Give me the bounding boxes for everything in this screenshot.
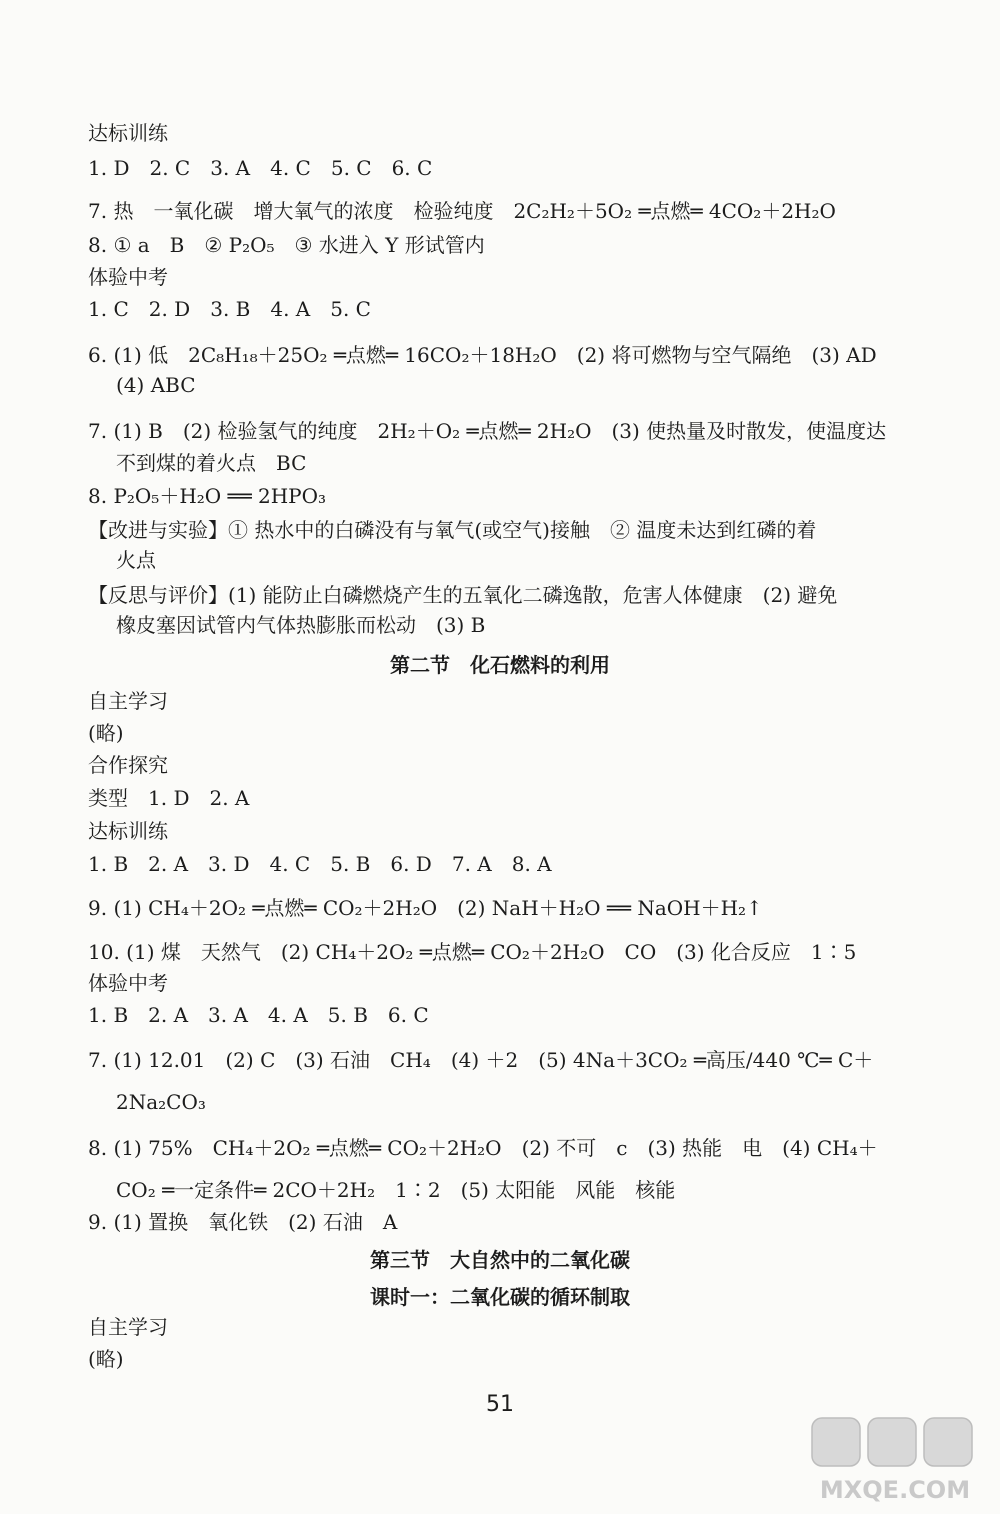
text-line: 1. D 2. C 3. A 4. C 5. C 6. C: [88, 156, 433, 180]
text-line: 7. 热 一氧化碳 增大氧气的浓度 检验纯度 2C₂H₂＋5O₂ ═点燃═ 4CO₂＋2H₂O: [88, 199, 836, 223]
text-line: 8. P₂O₅＋H₂O ══ 2HPO₃: [88, 484, 327, 508]
text-line: 8. ① a B ② P₂O₅ ③ 水进入 Y 形试管内: [88, 233, 485, 257]
text-line: (略): [88, 1347, 124, 1371]
text-line: (4) ABC: [116, 373, 196, 397]
text-line: 合作探究: [88, 753, 168, 777]
text-line: (略): [88, 721, 124, 745]
text-line: 2Na₂CO₃: [116, 1090, 206, 1114]
text-line: 10. (1) 煤 天然气 (2) CH₄＋2O₂ ═点燃═ CO₂＋2H₂O CO (3) 化合反应 1∶5: [88, 940, 857, 964]
svg-text:MXQE.COM: MXQE.COM: [819, 1476, 971, 1504]
text-line: 自主学习: [88, 1315, 168, 1339]
page-number: 51: [486, 1392, 514, 1417]
text-line: 【反思与评价】(1) 能防止白磷燃烧产生的五氧化二磷逸散，危害人体健康 (2) 避免: [88, 583, 838, 607]
text-line: 【改进与实验】① 热水中的白磷没有与氧气(或空气)接触 ② 温度未达到红磷的着: [88, 518, 817, 542]
lesson-heading: 课时一：二氧化碳的循环制取: [370, 1285, 630, 1309]
text-line: CO₂ ═一定条件═ 2CO＋2H₂ 1∶2 (5) 太阳能 风能 核能: [116, 1178, 676, 1202]
section-heading: 第二节 化石燃料的利用: [390, 653, 610, 677]
text-line: 1. C 2. D 3. B 4. A 5. C: [88, 297, 371, 321]
text-line: 体验中考: [88, 971, 168, 995]
text-line: 类型 1. D 2. A: [88, 786, 250, 810]
watermark-logo-icon: [800, 1412, 990, 1507]
text-line: 达标训练: [88, 819, 168, 843]
text-line: 自主学习: [88, 689, 168, 713]
text-line: 6. (1) 低 2C₈H₁₈＋25O₂ ═点燃═ 16CO₂＋18H₂O (2) 将可燃物与空气隔绝 (3) AD: [88, 343, 877, 367]
text-line: 不到煤的着火点 BC: [116, 451, 307, 475]
text-line: 9. (1) 置换 氧化铁 (2) 石油 A: [88, 1210, 398, 1234]
text-line: 体验中考: [88, 265, 168, 289]
text-line: 7. (1) 12.01 (2) C (3) 石油 CH₄ (4) ＋2 (5) 4Na＋3CO₂ ═高压/440 ℃═ C＋: [88, 1048, 874, 1072]
text-line: 7. (1) B (2) 检验氢气的纯度 2H₂＋O₂ ═点燃═ 2H₂O (3) 使热量及时散发，使温度达: [88, 419, 887, 443]
text-line: 橡皮塞因试管内气体热膨胀而松动 (3) B: [116, 613, 486, 637]
text-line: 1. B 2. A 3. A 4. A 5. B 6. C: [88, 1003, 429, 1027]
section-heading: 第三节 大自然中的二氧化碳: [370, 1248, 630, 1272]
text-line: 达标训练: [88, 121, 168, 145]
text-line: 9. (1) CH₄＋2O₂ ═点燃═ CO₂＋2H₂O (2) NaH＋H₂O ══ NaOH＋H₂↑: [88, 896, 763, 920]
text-line: 火点: [116, 548, 156, 572]
text-line: 8. (1) 75% CH₄＋2O₂ ═点燃═ CO₂＋2H₂O (2) 不可 c (3) 热能 电 (4) CH₄＋: [88, 1136, 878, 1160]
text-line: 1. B 2. A 3. D 4. C 5. B 6. D 7. A 8. A: [88, 852, 552, 876]
